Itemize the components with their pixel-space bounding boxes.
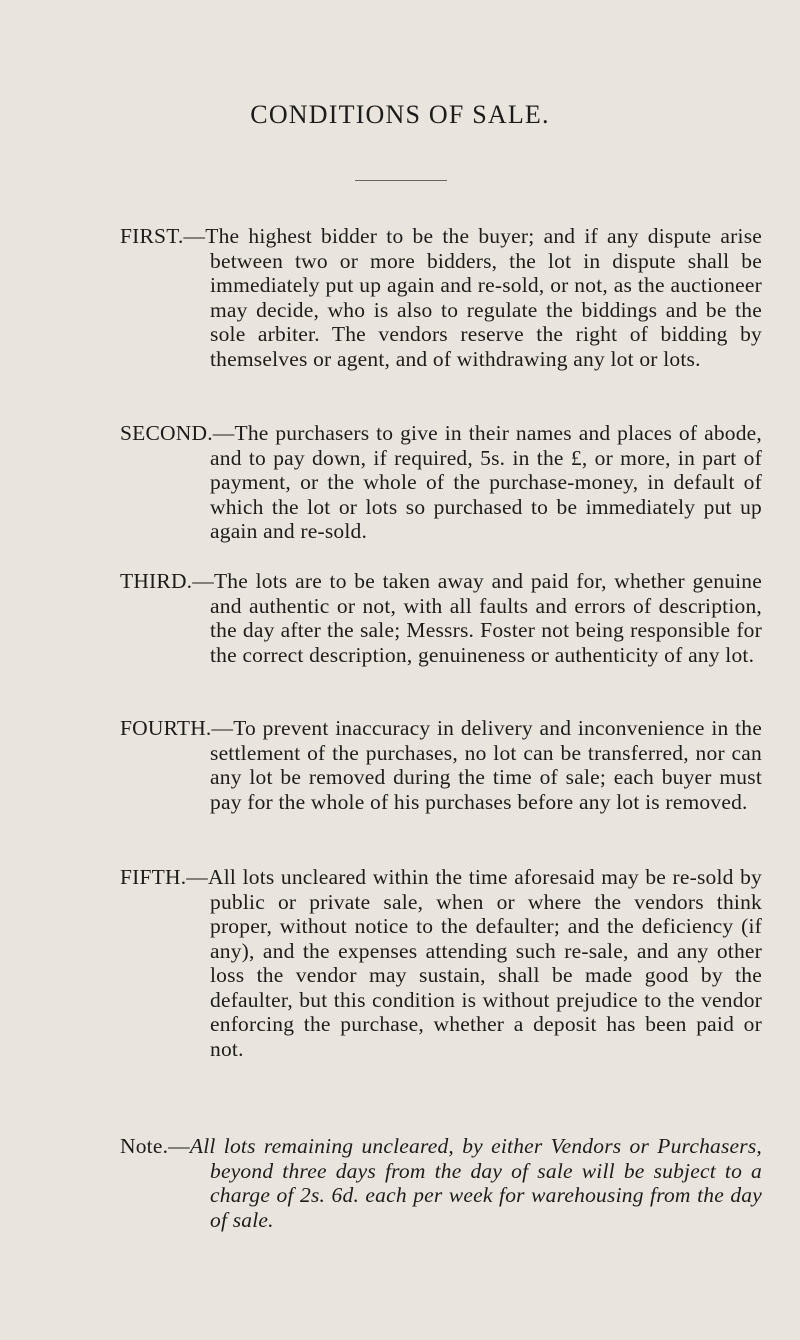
sale-note bbox=[0, 1134, 800, 1232]
condition-text: The purchasers to give in their names and places of abode, and to pay down, if required, 5s. in the £, or more, in part of payment, or the whole of the purchase-money, in default of which the lot or lots so purchased to be immediately put up again and re-sold. bbox=[210, 421, 762, 543]
condition-fifth bbox=[0, 865, 800, 1061]
condition-first bbox=[0, 224, 800, 371]
condition-fourth bbox=[0, 716, 800, 814]
condition-text: The lots are to be taken away and paid for, whether genuine and authentic or not, with all faults and errors of description, the day after the sale; Messrs. Foster not being responsible for the correct description, genuineness or authenticity of any lot. bbox=[210, 569, 762, 667]
condition-text: All lots uncleared within the time aforesaid may be re-sold by public or private sale, when or where the vendors think proper, without notice to the defaulter; and the deficiency (if any), and the expenses attending such re-sale, and any other loss the vendor may sustain, shall be made good by the defaulter, but this condition is without prejudice to the vendor enforcing the purchase, whether a deposit has been paid or not. bbox=[208, 865, 762, 1061]
condition-second bbox=[0, 421, 800, 544]
note-text: All lots remaining uncleared, by either Vendors or Purchasers, beyond three days from the day of sale will be subject to a charge of 2s. 6d. each per week for warehousing from the day of sale. bbox=[189, 1134, 762, 1232]
condition-heading: FOURTH.— bbox=[120, 716, 234, 740]
condition-heading: THIRD.— bbox=[120, 569, 214, 593]
condition-text: The highest bidder to be the buyer; and if any dispute arise between two or more bidders, the lot in dispute shall be immediately put up again and re-sold, or not, as the auctioneer may decide, who is also to regulate the biddings and be the sole arbiter. The vendors reserve the right of bidding by themselves or agent, and of withdrawing any lot or lots. bbox=[205, 224, 762, 371]
title-divider bbox=[355, 180, 447, 181]
condition-heading: FIFTH.— bbox=[120, 865, 209, 889]
condition-heading: SECOND.— bbox=[120, 421, 235, 445]
condition-text: To prevent inaccuracy in delivery and inconvenience in the settlement of the purchases, no lot can be transferred, nor can any lot be removed during the time of sale; each buyer must pay for the whole of his purchases before any lot is removed. bbox=[210, 716, 762, 814]
condition-third bbox=[0, 569, 800, 667]
note-heading: Note.— bbox=[120, 1134, 190, 1158]
condition-heading: FIRST.— bbox=[120, 224, 206, 248]
page-title: CONDITIONS OF SALE. bbox=[250, 100, 550, 129]
